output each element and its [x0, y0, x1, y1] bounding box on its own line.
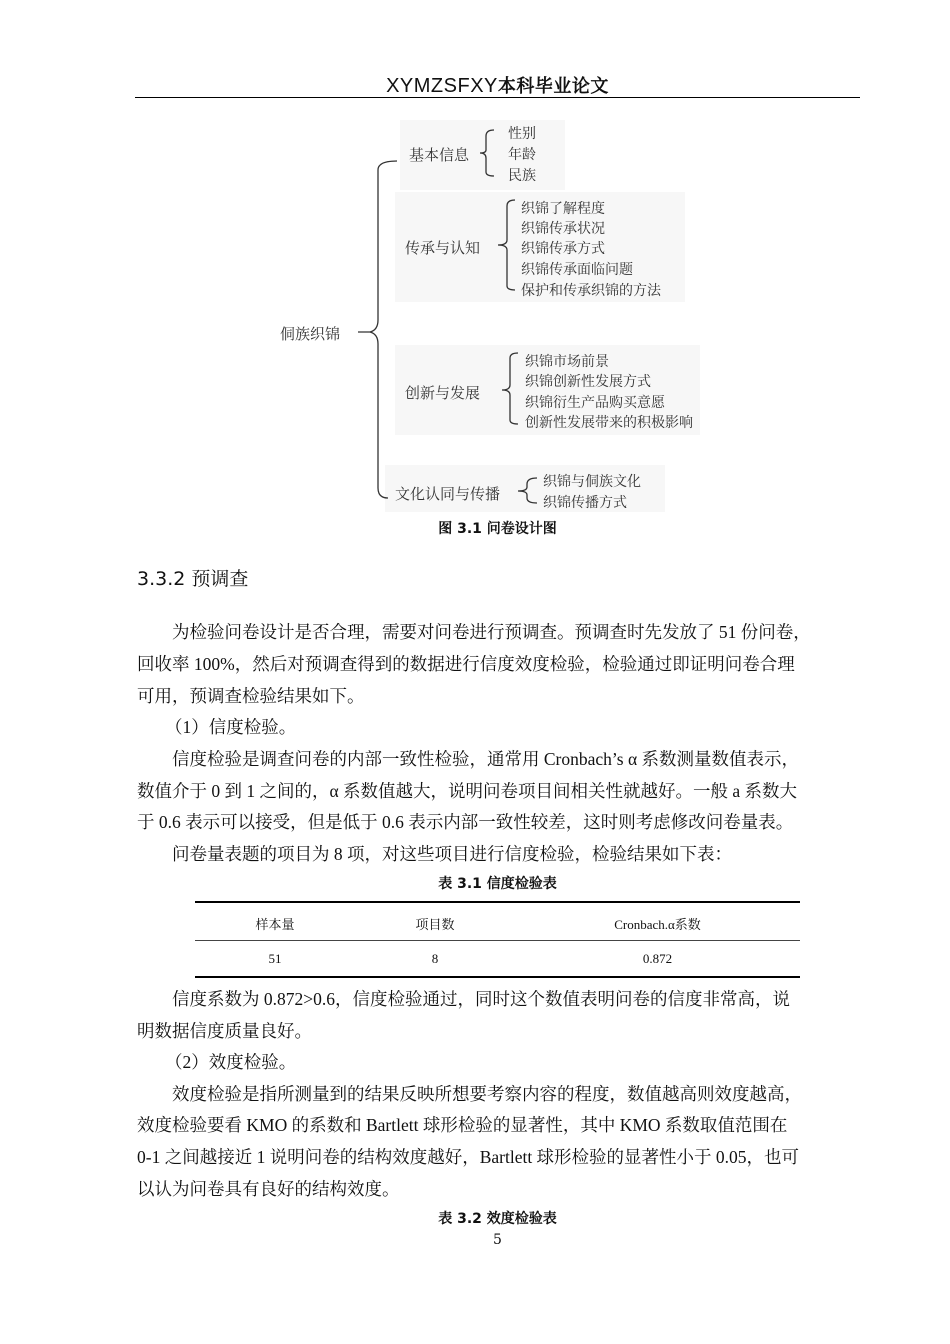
table-header: 样本量: [255, 917, 295, 932]
table-cell: 8: [431, 951, 439, 966]
group-item: 织锦与侗族文化: [543, 474, 641, 490]
table-caption: 表 3.2 效度检验表: [438, 1211, 557, 1227]
group-item: 创新性发展带来的积极影响: [525, 415, 693, 431]
group-item: 民族: [508, 168, 536, 184]
paragraph-line: 信度检验是调查问卷的内部一致性检验，通常用 Cronbach’s α 系数测量数值表示，: [172, 749, 799, 769]
paragraph-line: 为检验问卷设计是否合理，需要对问卷进行预调查。预调查时先发放了 51 份问卷，: [172, 622, 811, 642]
diagram-root: 侗族织锦: [280, 325, 341, 343]
group-label: 传承与认知: [405, 239, 481, 257]
paragraph-line: 数值介于 0 到 1 之间的，α 系数值越大，说明问卷项目间相关性就越好。一般 a 系数大: [137, 781, 798, 801]
section-heading: 3.3.2 预调查: [137, 568, 249, 590]
group-item: 织锦市场前景: [525, 354, 609, 370]
paragraph-line: 以认为问卷具有良好的结构效度。: [137, 1179, 400, 1199]
paragraph-line: 于 0.6 表示可以接受，但是低于 0.6 表示内部一致性较差，这时则考虑修改问卷量表。: [137, 812, 794, 832]
group-item: 织锦传承状况: [521, 221, 605, 237]
figure-caption: 图 3.1 问卷设计图: [438, 521, 557, 537]
group-item: 织锦传播方式: [543, 495, 627, 511]
group-label: 文化认同与传播: [395, 485, 501, 503]
group-label: 创新与发展: [405, 384, 481, 402]
table-top-rule: [195, 901, 800, 903]
group-item: 性别: [508, 126, 536, 142]
table-header: 项目数: [415, 917, 455, 932]
paragraph-line: 问卷量表题的项目为 8 项，对这些项目进行信度检验，检验结果如下表：: [172, 844, 732, 864]
group-item: 织锦创新性发展方式: [525, 374, 651, 390]
table-bottom-rule: [195, 976, 800, 978]
table-cell: 0.872: [642, 951, 673, 966]
table-mid-rule: [195, 940, 800, 941]
table-cell: 51: [268, 951, 282, 966]
brace-lines: [0, 0, 950, 540]
table-caption: 表 3.1 信度检验表: [438, 876, 557, 892]
group-item: 织锦衍生产品购买意愿: [525, 395, 665, 411]
group-label: 基本信息: [409, 146, 470, 164]
paragraph-line: 可用，预调查检验结果如下。: [137, 686, 365, 706]
group-item: 织锦传承方式: [521, 241, 605, 257]
paragraph-line: 0-1 之间越接近 1 说明问卷的结构效度越好，Bartlett 球形检验的显著性小于 0.05，也可: [137, 1147, 800, 1167]
group-item: 年龄: [508, 147, 536, 163]
paragraph-line: 回收率 100%，然后对预调查得到的数据进行信度效度检验，检验通过即证明问卷合理: [137, 654, 795, 674]
page-number: 5: [493, 1232, 502, 1248]
group-item: 织锦了解程度: [521, 201, 605, 217]
paragraph-line: 效度检验要看 KMO 的系数和 Bartlett 球形检验的显著性，其中 KMO 系数取值范围在: [137, 1115, 788, 1135]
header-code: XYMZSFXY: [386, 75, 498, 97]
paragraph-line: 信度系数为 0.872>0.6，信度检验通过，同时这个数值表明问卷的信度非常高，说: [172, 989, 790, 1009]
table-header: Cronbach.α系数: [614, 917, 701, 932]
group-item: 织锦传承面临问题: [521, 262, 633, 278]
subheading: （2）效度检验。: [165, 1052, 297, 1072]
header-title: 本科毕业论文: [497, 76, 609, 97]
paragraph-line: 效度检验是指所测量到的结果反映所想要考察内容的程度，数值越高则效度越高，: [172, 1084, 802, 1104]
group-item: 保护和传承织锦的方法: [521, 283, 661, 299]
paragraph-line: 明数据信度质量良好。: [137, 1021, 312, 1041]
subheading: （1）信度检验。: [165, 717, 297, 737]
